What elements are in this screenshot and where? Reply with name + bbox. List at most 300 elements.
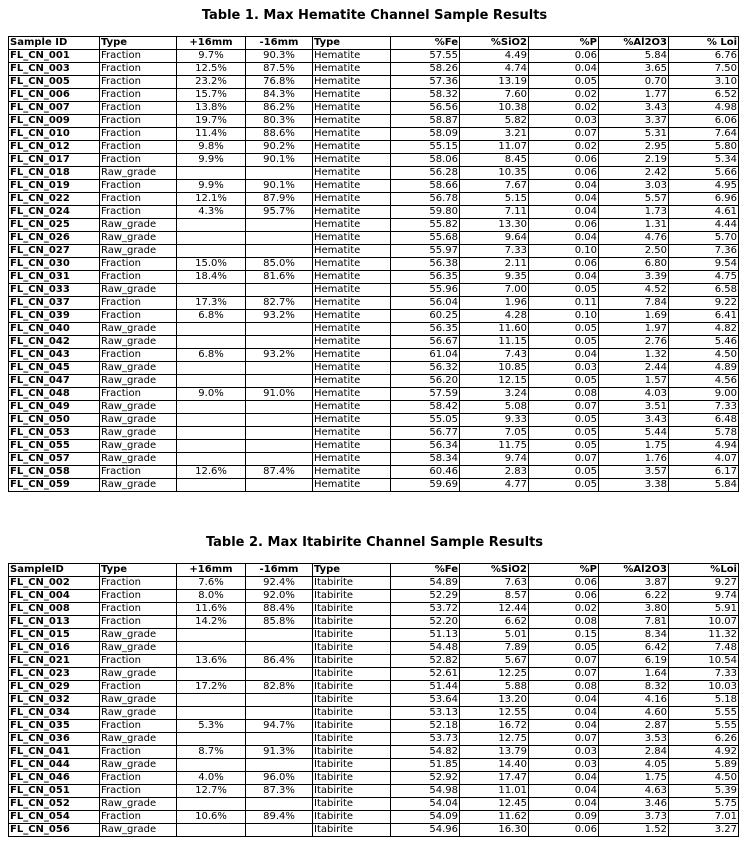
cell-sample-type: Raw_grade [100, 759, 177, 772]
cell-al2o3-pct: 2.42 [599, 167, 669, 180]
header-plus-16mm: +16mm [177, 564, 246, 577]
cell-sample-type: Raw_grade [100, 362, 177, 375]
cell-plus-16mm: 10.6% [177, 811, 246, 824]
cell-fe-pct: 54.04 [391, 798, 460, 811]
cell-sample-id: FL_CN_027 [9, 245, 100, 258]
cell-sio2-pct: 14.40 [460, 759, 529, 772]
cell-p-pct: 0.06 [529, 219, 599, 232]
cell-p-pct: 0.04 [529, 63, 599, 76]
table-row [9, 115, 739, 128]
header-p-pct: %P [529, 37, 599, 50]
cell-al2o3-pct: 3.38 [599, 479, 669, 492]
cell-minus-16mm: 84.3% [246, 89, 313, 102]
header-loi-pct: % Loi [669, 37, 739, 50]
cell-ore-type: Hematite [313, 388, 391, 401]
cell-al2o3-pct: 5.44 [599, 427, 669, 440]
cell-loi-pct: 4.95 [669, 180, 739, 193]
cell-plus-16mm: 13.8% [177, 102, 246, 115]
cell-sio2-pct: 11.75 [460, 440, 529, 453]
cell-p-pct: 0.07 [529, 128, 599, 141]
cell-p-pct: 0.07 [529, 453, 599, 466]
table-row [9, 154, 739, 167]
table-row [9, 310, 739, 323]
cell-ore-type: Hematite [313, 232, 391, 245]
cell-loi-pct: 7.33 [669, 401, 739, 414]
cell-loi-pct: 7.64 [669, 128, 739, 141]
cell-al2o3-pct: 3.39 [599, 271, 669, 284]
table-row [9, 128, 739, 141]
cell-al2o3-pct: 1.64 [599, 668, 669, 681]
cell-sample-type: Fraction [100, 811, 177, 824]
cell-fe-pct: 58.06 [391, 154, 460, 167]
cell-ore-type: Itabirite [313, 785, 391, 798]
cell-sio2-pct: 10.38 [460, 102, 529, 115]
cell-plus-16mm [177, 824, 246, 837]
cell-minus-16mm: 94.7% [246, 720, 313, 733]
table-row [9, 63, 739, 76]
cell-p-pct: 0.05 [529, 466, 599, 479]
table-row [9, 733, 739, 746]
itabirite-results-table [8, 563, 739, 837]
cell-al2o3-pct: 1.75 [599, 440, 669, 453]
cell-ore-type: Itabirite [313, 746, 391, 759]
cell-sample-id: FL_CN_016 [9, 642, 100, 655]
cell-p-pct: 0.08 [529, 388, 599, 401]
cell-sample-id: FL_CN_051 [9, 785, 100, 798]
cell-al2o3-pct: 3.87 [599, 577, 669, 590]
cell-ore-type: Itabirite [313, 616, 391, 629]
cell-p-pct: 0.10 [529, 310, 599, 323]
table2-title: Table 2. Max Itabirite Channel Sample Results [205, 535, 544, 550]
cell-ore-type: Hematite [313, 440, 391, 453]
cell-sample-type: Raw_grade [100, 707, 177, 720]
cell-loi-pct: 6.48 [669, 414, 739, 427]
cell-fe-pct: 54.89 [391, 577, 460, 590]
cell-fe-pct: 58.42 [391, 401, 460, 414]
cell-sample-id: FL_CN_052 [9, 798, 100, 811]
header-sio2-pct: %SiO2 [460, 37, 529, 50]
cell-sample-type: Raw_grade [100, 323, 177, 336]
cell-sample-id: FL_CN_013 [9, 616, 100, 629]
cell-sample-type: Fraction [100, 577, 177, 590]
table-row [9, 76, 739, 89]
cell-al2o3-pct: 5.57 [599, 193, 669, 206]
cell-fe-pct: 53.13 [391, 707, 460, 720]
cell-sio2-pct: 9.33 [460, 414, 529, 427]
cell-al2o3-pct: 6.80 [599, 258, 669, 271]
cell-loi-pct: 6.58 [669, 284, 739, 297]
table-row [9, 785, 739, 798]
cell-ore-type: Hematite [313, 206, 391, 219]
cell-minus-16mm: 85.8% [246, 616, 313, 629]
cell-sample-id: FL_CN_034 [9, 707, 100, 720]
table-row [9, 811, 739, 824]
cell-p-pct: 0.04 [529, 694, 599, 707]
cell-minus-16mm [246, 759, 313, 772]
cell-al2o3-pct: 1.52 [599, 824, 669, 837]
cell-sample-type: Raw_grade [100, 414, 177, 427]
cell-plus-16mm: 8.7% [177, 746, 246, 759]
cell-plus-16mm: 9.0% [177, 388, 246, 401]
cell-sample-id: FL_CN_050 [9, 414, 100, 427]
cell-al2o3-pct: 8.34 [599, 629, 669, 642]
cell-sio2-pct: 4.74 [460, 63, 529, 76]
cell-sio2-pct: 17.47 [460, 772, 529, 785]
cell-minus-16mm: 88.6% [246, 128, 313, 141]
cell-al2o3-pct: 1.75 [599, 772, 669, 785]
cell-plus-16mm: 6.8% [177, 349, 246, 362]
cell-loi-pct: 4.98 [669, 102, 739, 115]
header-row [9, 564, 739, 577]
cell-loi-pct: 5.80 [669, 141, 739, 154]
cell-p-pct: 0.11 [529, 297, 599, 310]
cell-al2o3-pct: 1.76 [599, 453, 669, 466]
cell-ore-type: Itabirite [313, 811, 391, 824]
cell-plus-16mm: 19.7% [177, 115, 246, 128]
header-loi-pct: %Loi [669, 564, 739, 577]
cell-plus-16mm: 11.6% [177, 603, 246, 616]
cell-sample-type: Fraction [100, 720, 177, 733]
cell-fe-pct: 54.96 [391, 824, 460, 837]
cell-sio2-pct: 4.49 [460, 50, 529, 63]
cell-sample-type: Fraction [100, 349, 177, 362]
cell-sio2-pct: 7.11 [460, 206, 529, 219]
cell-p-pct: 0.04 [529, 707, 599, 720]
cell-loi-pct: 6.52 [669, 89, 739, 102]
cell-sample-id: FL_CN_012 [9, 141, 100, 154]
cell-fe-pct: 56.35 [391, 323, 460, 336]
cell-p-pct: 0.15 [529, 629, 599, 642]
cell-plus-16mm: 15.0% [177, 258, 246, 271]
cell-al2o3-pct: 8.32 [599, 681, 669, 694]
cell-sample-type: Raw_grade [100, 401, 177, 414]
cell-sample-type: Fraction [100, 681, 177, 694]
cell-minus-16mm: 87.4% [246, 466, 313, 479]
cell-sample-type: Fraction [100, 746, 177, 759]
cell-p-pct: 0.04 [529, 785, 599, 798]
cell-sio2-pct: 5.67 [460, 655, 529, 668]
cell-fe-pct: 60.25 [391, 310, 460, 323]
cell-loi-pct: 5.39 [669, 785, 739, 798]
header-sample-type: Type [100, 564, 177, 577]
cell-p-pct: 0.05 [529, 284, 599, 297]
table-row [9, 193, 739, 206]
cell-sample-type: Fraction [100, 258, 177, 271]
cell-sio2-pct: 11.60 [460, 323, 529, 336]
cell-sample-id: FL_CN_004 [9, 590, 100, 603]
cell-p-pct: 0.07 [529, 401, 599, 414]
cell-plus-16mm [177, 414, 246, 427]
cell-fe-pct: 59.69 [391, 479, 460, 492]
cell-plus-16mm: 9.9% [177, 154, 246, 167]
cell-plus-16mm [177, 362, 246, 375]
cell-plus-16mm: 13.6% [177, 655, 246, 668]
cell-fe-pct: 56.32 [391, 362, 460, 375]
cell-loi-pct: 7.36 [669, 245, 739, 258]
cell-plus-16mm [177, 798, 246, 811]
cell-minus-16mm [246, 453, 313, 466]
cell-p-pct: 0.03 [529, 746, 599, 759]
table-row [9, 681, 739, 694]
cell-minus-16mm [246, 668, 313, 681]
cell-plus-16mm: 6.8% [177, 310, 246, 323]
cell-sio2-pct: 11.07 [460, 141, 529, 154]
cell-ore-type: Hematite [313, 414, 391, 427]
cell-sample-type: Fraction [100, 388, 177, 401]
cell-fe-pct: 52.29 [391, 590, 460, 603]
cell-plus-16mm [177, 440, 246, 453]
cell-p-pct: 0.04 [529, 798, 599, 811]
cell-plus-16mm [177, 453, 246, 466]
cell-p-pct: 0.04 [529, 206, 599, 219]
cell-minus-16mm: 87.3% [246, 785, 313, 798]
cell-minus-16mm [246, 245, 313, 258]
table-row [9, 466, 739, 479]
cell-loi-pct: 9.54 [669, 258, 739, 271]
cell-p-pct: 0.03 [529, 362, 599, 375]
cell-sample-id: FL_CN_059 [9, 479, 100, 492]
cell-sio2-pct: 16.72 [460, 720, 529, 733]
cell-ore-type: Hematite [313, 180, 391, 193]
cell-ore-type: Itabirite [313, 694, 391, 707]
header-minus-16mm: -16mm [246, 37, 313, 50]
cell-loi-pct: 4.89 [669, 362, 739, 375]
table-row [9, 388, 739, 401]
cell-minus-16mm [246, 167, 313, 180]
cell-fe-pct: 58.09 [391, 128, 460, 141]
cell-sample-type: Fraction [100, 206, 177, 219]
cell-sio2-pct: 4.77 [460, 479, 529, 492]
cell-loi-pct: 6.26 [669, 733, 739, 746]
cell-ore-type: Hematite [313, 466, 391, 479]
cell-ore-type: Hematite [313, 271, 391, 284]
cell-p-pct: 0.04 [529, 180, 599, 193]
cell-sample-id: FL_CN_056 [9, 824, 100, 837]
cell-fe-pct: 52.20 [391, 616, 460, 629]
table-row [9, 323, 739, 336]
cell-plus-16mm [177, 245, 246, 258]
header-ore-type: Type [313, 37, 391, 50]
table-row [9, 219, 739, 232]
cell-minus-16mm [246, 232, 313, 245]
header-sample-id: Sample ID [9, 37, 100, 50]
cell-sio2-pct: 5.15 [460, 193, 529, 206]
cell-loi-pct: 4.61 [669, 206, 739, 219]
cell-sample-id: FL_CN_036 [9, 733, 100, 746]
cell-loi-pct: 5.70 [669, 232, 739, 245]
cell-sample-id: FL_CN_043 [9, 349, 100, 362]
cell-fe-pct: 52.18 [391, 720, 460, 733]
cell-ore-type: Hematite [313, 128, 391, 141]
cell-plus-16mm [177, 733, 246, 746]
cell-plus-16mm: 12.6% [177, 466, 246, 479]
cell-plus-16mm: 8.0% [177, 590, 246, 603]
cell-minus-16mm: 85.0% [246, 258, 313, 271]
cell-ore-type: Hematite [313, 427, 391, 440]
cell-ore-type: Hematite [313, 193, 391, 206]
cell-minus-16mm [246, 375, 313, 388]
cell-sample-type: Raw_grade [100, 479, 177, 492]
cell-sio2-pct: 12.15 [460, 375, 529, 388]
table-header [9, 564, 739, 577]
cell-al2o3-pct: 4.05 [599, 759, 669, 772]
cell-sample-id: FL_CN_040 [9, 323, 100, 336]
cell-loi-pct: 4.44 [669, 219, 739, 232]
table-row [9, 590, 739, 603]
cell-loi-pct: 7.01 [669, 811, 739, 824]
cell-sample-type: Raw_grade [100, 219, 177, 232]
cell-al2o3-pct: 3.43 [599, 414, 669, 427]
cell-plus-16mm [177, 668, 246, 681]
cell-fe-pct: 58.32 [391, 89, 460, 102]
cell-p-pct: 0.05 [529, 427, 599, 440]
cell-sample-type: Fraction [100, 180, 177, 193]
cell-fe-pct: 55.96 [391, 284, 460, 297]
cell-ore-type: Itabirite [313, 824, 391, 837]
cell-sio2-pct: 5.01 [460, 629, 529, 642]
cell-plus-16mm: 23.2% [177, 76, 246, 89]
cell-loi-pct: 5.55 [669, 720, 739, 733]
cell-sample-id: FL_CN_057 [9, 453, 100, 466]
cell-al2o3-pct: 2.87 [599, 720, 669, 733]
cell-minus-16mm: 92.4% [246, 577, 313, 590]
cell-sample-type: Raw_grade [100, 232, 177, 245]
cell-fe-pct: 56.78 [391, 193, 460, 206]
cell-fe-pct: 51.44 [391, 681, 460, 694]
cell-minus-16mm [246, 629, 313, 642]
cell-sample-id: FL_CN_033 [9, 284, 100, 297]
cell-plus-16mm [177, 759, 246, 772]
cell-loi-pct: 5.34 [669, 154, 739, 167]
cell-minus-16mm: 89.4% [246, 811, 313, 824]
cell-al2o3-pct: 2.95 [599, 141, 669, 154]
cell-p-pct: 0.09 [529, 811, 599, 824]
cell-sio2-pct: 13.19 [460, 76, 529, 89]
table-row [9, 50, 739, 63]
cell-loi-pct: 6.76 [669, 50, 739, 63]
cell-al2o3-pct: 2.50 [599, 245, 669, 258]
cell-loi-pct: 4.92 [669, 746, 739, 759]
cell-al2o3-pct: 6.19 [599, 655, 669, 668]
cell-loi-pct: 4.82 [669, 323, 739, 336]
table-row [9, 297, 739, 310]
cell-ore-type: Itabirite [313, 629, 391, 642]
cell-fe-pct: 51.13 [391, 629, 460, 642]
cell-sample-type: Raw_grade [100, 284, 177, 297]
cell-fe-pct: 52.61 [391, 668, 460, 681]
header-sio2-pct: %SiO2 [460, 564, 529, 577]
cell-sio2-pct: 7.63 [460, 577, 529, 590]
cell-al2o3-pct: 6.42 [599, 642, 669, 655]
cell-minus-16mm: 90.1% [246, 154, 313, 167]
cell-fe-pct: 54.09 [391, 811, 460, 824]
cell-sample-type: Fraction [100, 772, 177, 785]
cell-al2o3-pct: 1.31 [599, 219, 669, 232]
cell-loi-pct: 7.33 [669, 668, 739, 681]
table-body [9, 577, 739, 837]
cell-minus-16mm [246, 427, 313, 440]
cell-fe-pct: 57.55 [391, 50, 460, 63]
cell-fe-pct: 57.59 [391, 388, 460, 401]
cell-loi-pct: 11.32 [669, 629, 739, 642]
cell-sample-type: Fraction [100, 141, 177, 154]
header-fe-pct: %Fe [391, 564, 460, 577]
cell-plus-16mm: 9.8% [177, 141, 246, 154]
cell-plus-16mm [177, 629, 246, 642]
cell-loi-pct: 5.89 [669, 759, 739, 772]
cell-sample-id: FL_CN_053 [9, 427, 100, 440]
cell-sample-id: FL_CN_006 [9, 89, 100, 102]
cell-fe-pct: 56.04 [391, 297, 460, 310]
cell-sample-id: FL_CN_019 [9, 180, 100, 193]
cell-sample-id: FL_CN_010 [9, 128, 100, 141]
cell-sample-id: FL_CN_048 [9, 388, 100, 401]
cell-sample-id: FL_CN_001 [9, 50, 100, 63]
cell-loi-pct: 3.10 [669, 76, 739, 89]
cell-loi-pct: 9.22 [669, 297, 739, 310]
cell-loi-pct: 10.03 [669, 681, 739, 694]
cell-ore-type: Itabirite [313, 681, 391, 694]
cell-p-pct: 0.04 [529, 271, 599, 284]
cell-al2o3-pct: 2.76 [599, 336, 669, 349]
cell-ore-type: Hematite [313, 219, 391, 232]
cell-sample-type: Raw_grade [100, 167, 177, 180]
cell-minus-16mm: 93.2% [246, 310, 313, 323]
cell-sample-type: Fraction [100, 297, 177, 310]
cell-plus-16mm [177, 323, 246, 336]
cell-ore-type: Hematite [313, 323, 391, 336]
cell-p-pct: 0.05 [529, 323, 599, 336]
cell-al2o3-pct: 1.69 [599, 310, 669, 323]
table-row [9, 167, 739, 180]
cell-fe-pct: 55.15 [391, 141, 460, 154]
cell-minus-16mm: 90.2% [246, 141, 313, 154]
header-al2o3-pct: %Al2O3 [599, 564, 669, 577]
cell-plus-16mm: 11.4% [177, 128, 246, 141]
cell-minus-16mm [246, 707, 313, 720]
cell-minus-16mm: 88.4% [246, 603, 313, 616]
cell-fe-pct: 53.73 [391, 733, 460, 746]
cell-fe-pct: 61.04 [391, 349, 460, 362]
cell-sample-id: FL_CN_055 [9, 440, 100, 453]
cell-p-pct: 0.06 [529, 258, 599, 271]
cell-sample-type: Raw_grade [100, 668, 177, 681]
cell-loi-pct: 9.00 [669, 388, 739, 401]
cell-sample-id: FL_CN_003 [9, 63, 100, 76]
cell-sample-type: Fraction [100, 590, 177, 603]
cell-loi-pct: 6.17 [669, 466, 739, 479]
cell-fe-pct: 56.34 [391, 440, 460, 453]
cell-fe-pct: 53.64 [391, 694, 460, 707]
cell-al2o3-pct: 4.63 [599, 785, 669, 798]
table-row [9, 759, 739, 772]
cell-fe-pct: 57.36 [391, 76, 460, 89]
cell-sample-id: FL_CN_041 [9, 746, 100, 759]
cell-plus-16mm [177, 707, 246, 720]
cell-al2o3-pct: 2.44 [599, 362, 669, 375]
cell-loi-pct: 9.74 [669, 590, 739, 603]
header-fe-pct: %Fe [391, 37, 460, 50]
cell-plus-16mm [177, 375, 246, 388]
cell-sample-type: Raw_grade [100, 440, 177, 453]
cell-minus-16mm: 80.3% [246, 115, 313, 128]
cell-fe-pct: 56.28 [391, 167, 460, 180]
cell-sample-type: Raw_grade [100, 629, 177, 642]
cell-p-pct: 0.08 [529, 681, 599, 694]
cell-minus-16mm: 86.4% [246, 655, 313, 668]
cell-sample-type: Raw_grade [100, 798, 177, 811]
cell-sample-id: FL_CN_047 [9, 375, 100, 388]
